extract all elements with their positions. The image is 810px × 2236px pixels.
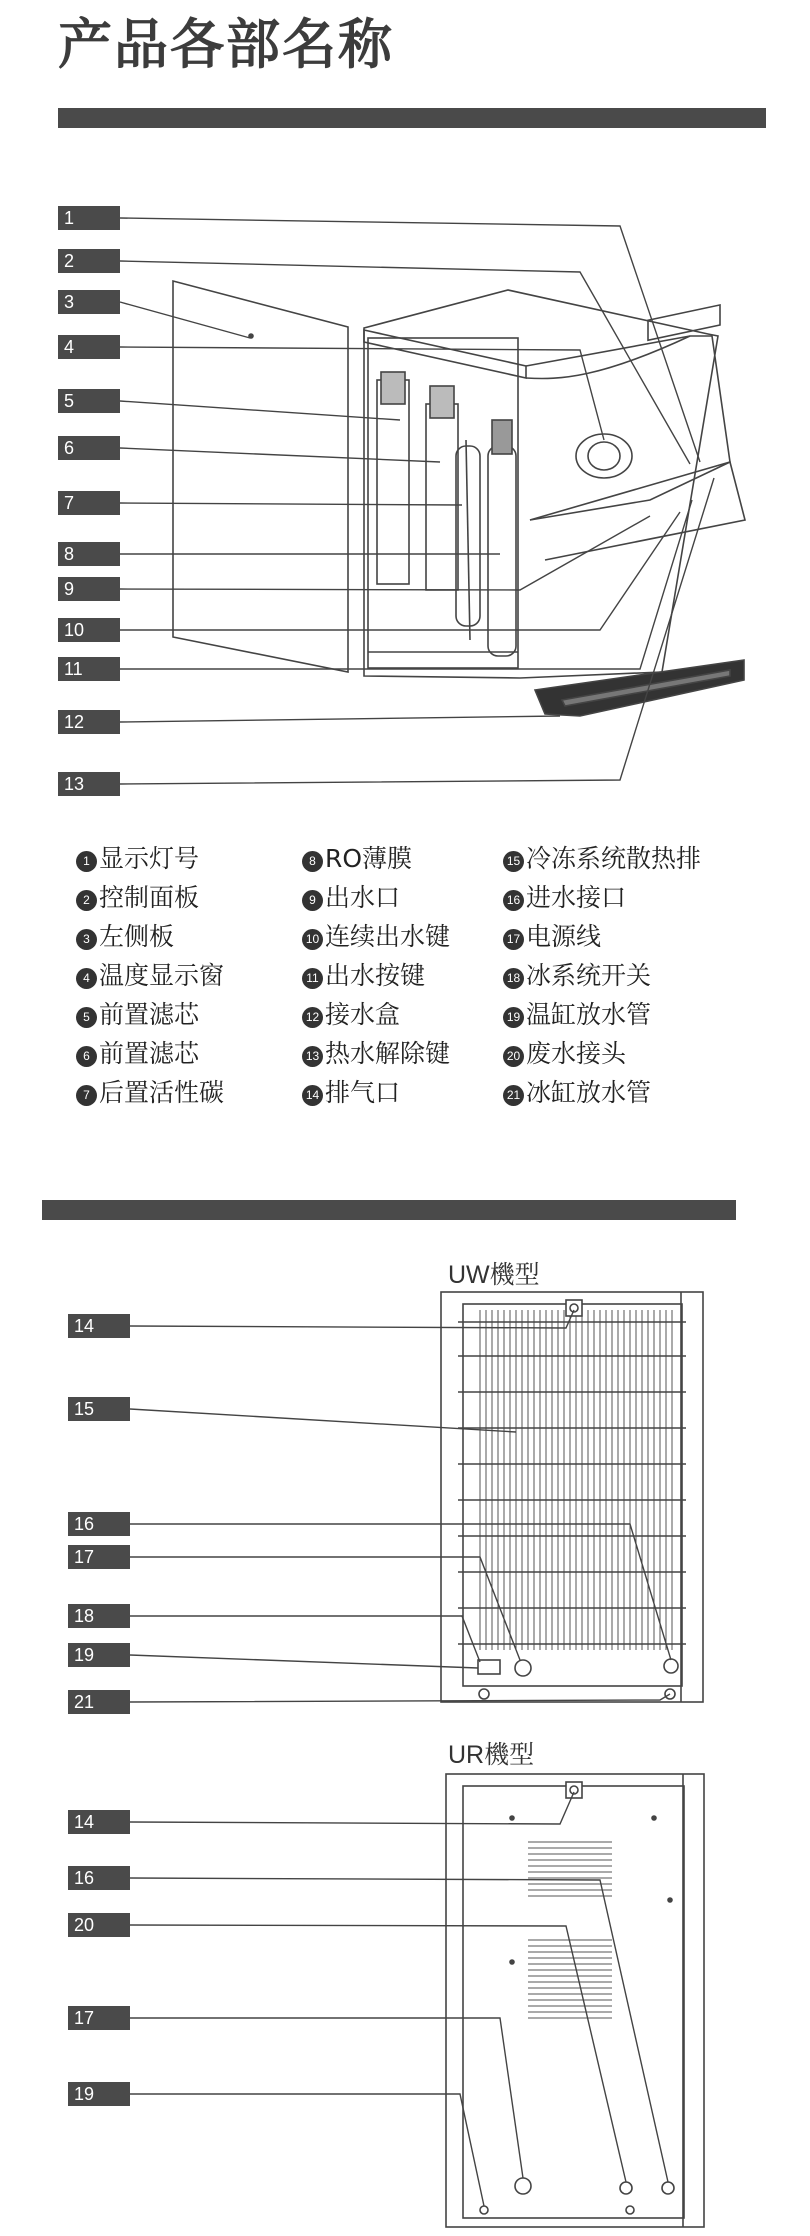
callout-1: 1 bbox=[58, 206, 120, 230]
legend-item: 8 RO薄膜 bbox=[302, 842, 412, 876]
legend-item: 12 接水盒 bbox=[302, 998, 400, 1032]
legend-item: 13 热水解除键 bbox=[302, 1037, 450, 1071]
legend-item: 9 出水口 bbox=[302, 881, 400, 915]
callout-9: 9 bbox=[58, 577, 120, 601]
callout-10: 10 bbox=[58, 618, 120, 642]
ur-callout-20: 20 bbox=[68, 1913, 130, 1937]
legend-item: 10 连续出水键 bbox=[302, 920, 450, 954]
uw-callout-16: 16 bbox=[68, 1512, 130, 1536]
uw-model-label: UW機型 bbox=[448, 1261, 540, 1289]
ur-callout-17: 17 bbox=[68, 2006, 130, 2030]
legend-item: 1 显示灯号 bbox=[76, 842, 199, 876]
callout-12: 12 bbox=[58, 710, 120, 734]
legend-item: 15 冷冻系统散热排 bbox=[503, 842, 701, 876]
callout-3: 3 bbox=[58, 290, 120, 314]
page-title: 产品各部名称 bbox=[58, 13, 394, 76]
legend-item: 5 前置滤芯 bbox=[76, 998, 199, 1032]
callout-2: 2 bbox=[58, 249, 120, 273]
callout-13: 13 bbox=[58, 772, 120, 796]
callout-11: 11 bbox=[58, 657, 120, 681]
uw-callout-19: 19 bbox=[68, 1643, 130, 1667]
uw-callout-18: 18 bbox=[68, 1604, 130, 1628]
legend-item: 18 冰系统开关 bbox=[503, 959, 651, 993]
callout-5: 5 bbox=[58, 389, 120, 413]
ur-callout-14: 14 bbox=[68, 1810, 130, 1834]
legend-item: 11 出水按键 bbox=[302, 959, 425, 993]
callout-8: 8 bbox=[58, 542, 120, 566]
legend-item: 7 后置活性碳 bbox=[76, 1076, 224, 1110]
uw-callout-15: 15 bbox=[68, 1397, 130, 1421]
legend-item: 19 温缸放水管 bbox=[503, 998, 651, 1032]
uw-callout-17: 17 bbox=[68, 1545, 130, 1569]
legend-item: 6 前置滤芯 bbox=[76, 1037, 199, 1071]
legend-item: 16 进水接口 bbox=[503, 881, 626, 915]
legend-item: 2 控制面板 bbox=[76, 881, 199, 915]
legend-item: 17 电源线 bbox=[503, 920, 601, 954]
ur-model-label: UR機型 bbox=[448, 1741, 535, 1769]
callout-4: 4 bbox=[58, 335, 120, 359]
legend-item: 3 左侧板 bbox=[76, 920, 174, 954]
legend-item: 20 废水接头 bbox=[503, 1037, 626, 1071]
callout-6: 6 bbox=[58, 436, 120, 460]
ur-callout-19: 19 bbox=[68, 2082, 130, 2106]
legend-item: 4 温度显示窗 bbox=[76, 959, 224, 993]
uw-callout-21: 21 bbox=[68, 1690, 130, 1714]
legend-item: 14 排气口 bbox=[302, 1076, 400, 1110]
ur-callout-16: 16 bbox=[68, 1866, 130, 1890]
callout-7: 7 bbox=[58, 491, 120, 515]
uw-callout-14: 14 bbox=[68, 1314, 130, 1338]
legend-item: 21 冰缸放水管 bbox=[503, 1076, 651, 1110]
